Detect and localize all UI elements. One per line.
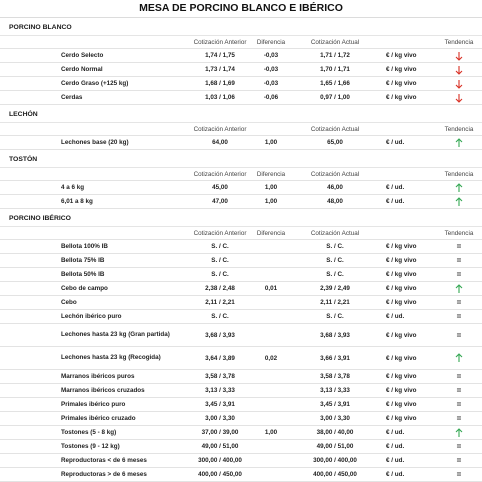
table-row [0, 398, 482, 412]
page-title: MESA DE PORCINO BLANCO E IBÉRICO [0, 0, 482, 18]
cotizacion-actual-value: 46,00 [292, 181, 378, 195]
equals-icon: = [456, 256, 462, 265]
cotizacion-actual-value: 1,70 / 1,71 [292, 63, 378, 77]
cotizacion-actual-value: 49,00 / 51,00 [292, 440, 378, 454]
product-name: Tostones (5 - 8 kg) [0, 426, 190, 440]
cotizacion-anterior-value: S. / C. [190, 254, 250, 268]
unit-value: € / kg vivo [378, 91, 436, 105]
cotizacion-anterior-value: 1,03 / 1,06 [190, 91, 250, 105]
cotizacion-actual-value: 400,00 / 450,00 [292, 468, 378, 482]
header-empty [250, 123, 292, 136]
table-row [0, 440, 482, 454]
table-row [0, 91, 482, 105]
unit-value: € / ud. [378, 310, 436, 324]
header-cotizacion-anterior: Cotización Anterior [190, 227, 250, 240]
trend-indicator [436, 310, 482, 324]
arrow-up-icon [454, 197, 464, 207]
arrow-up-icon [454, 284, 464, 294]
diferencia-value [250, 412, 292, 426]
cotizacion-anterior-value: 37,00 / 39,00 [190, 426, 250, 440]
product-name: Cerdo Normal [0, 63, 190, 77]
equals-icon: = [456, 312, 462, 321]
cotizacion-anterior-value: 3,64 / 3,89 [190, 347, 250, 370]
table-row [0, 370, 482, 384]
product-name: Lechones hasta 23 kg (Gran partida) [0, 324, 190, 347]
diferencia-value: -0,03 [250, 77, 292, 91]
cotizacion-anterior-value: 49,00 / 51,00 [190, 440, 250, 454]
cotizacion-anterior-value: 1,73 / 1,74 [190, 63, 250, 77]
diferencia-value: 1,00 [250, 426, 292, 440]
section-title-porcino-iberico: PORCINO IBÉRICO [0, 212, 482, 227]
equals-icon: = [456, 414, 462, 423]
arrow-down-icon [454, 79, 464, 89]
product-name: Cerdo Graso (+125 kg) [0, 77, 190, 91]
cotizacion-anterior-value: S. / C. [190, 310, 250, 324]
cotizacion-actual-value: 2,39 / 2,49 [292, 282, 378, 296]
cotizacion-actual-value: 1,71 / 1,72 [292, 49, 378, 63]
arrow-down-icon [454, 65, 464, 75]
table-row [0, 454, 482, 468]
table-row [0, 282, 482, 296]
header-cotizacion-actual: Cotización Actual [292, 227, 378, 240]
trend-indicator [436, 347, 482, 370]
product-name: 4 a 6 kg [0, 181, 190, 195]
header-empty [378, 36, 436, 49]
diferencia-value [250, 310, 292, 324]
cotizacion-anterior-value: 3,58 / 3,78 [190, 370, 250, 384]
table-header-row [0, 168, 482, 181]
product-name: Cerdas [0, 91, 190, 105]
table-row [0, 384, 482, 398]
trend-indicator [436, 426, 482, 440]
product-name: Primales ibérico cruzado [0, 412, 190, 426]
arrow-up-icon [454, 183, 464, 193]
cotizacion-actual-value: 3,66 / 3,91 [292, 347, 378, 370]
header-cotizacion-actual: Cotización Actual [292, 168, 378, 181]
cotizacion-anterior-value: 3,13 / 3,33 [190, 384, 250, 398]
unit-value: € / kg vivo [378, 384, 436, 398]
unit-value: € / kg vivo [378, 77, 436, 91]
table-row [0, 77, 482, 91]
table-row [0, 426, 482, 440]
header-empty [378, 227, 436, 240]
cotizacion-anterior-value: 47,00 [190, 195, 250, 209]
product-name: Reproductoras < de 6 meses [0, 454, 190, 468]
cotizacion-anterior-value: 400,00 / 450,00 [190, 468, 250, 482]
unit-value: € / kg vivo [378, 63, 436, 77]
header-tendencia: Tendencia [436, 168, 482, 181]
cotizacion-actual-value: 1,65 / 1,66 [292, 77, 378, 91]
equals-icon: = [456, 442, 462, 451]
unit-value: € / kg vivo [378, 347, 436, 370]
section-title-toston: TOSTÓN [0, 153, 482, 168]
header-empty [0, 123, 190, 136]
unit-value: € / kg vivo [378, 398, 436, 412]
header-cotizacion-anterior: Cotización Anterior [190, 168, 250, 181]
table-header-row [0, 227, 482, 240]
diferencia-value [250, 398, 292, 412]
header-diferencia: Diferencia [250, 36, 292, 49]
diferencia-value: -0,03 [250, 49, 292, 63]
diferencia-value [250, 324, 292, 347]
cotizacion-actual-value: 38,00 / 40,00 [292, 426, 378, 440]
section-table-porcino-blanco [0, 36, 482, 105]
trend-indicator [436, 282, 482, 296]
product-name: Reproductoras > de 6 meses [0, 468, 190, 482]
table-row [0, 63, 482, 77]
equals-icon: = [456, 330, 462, 340]
cotizacion-actual-value: S. / C. [292, 310, 378, 324]
equals-icon: = [456, 470, 462, 479]
header-cotizacion-anterior: Cotización Anterior [190, 123, 250, 136]
equals-icon: = [456, 270, 462, 279]
equals-icon: = [456, 456, 462, 465]
product-name: Bellota 75% IB [0, 254, 190, 268]
cotizacion-anterior-value: 1,68 / 1,69 [190, 77, 250, 91]
unit-value: € / ud. [378, 136, 436, 150]
unit-value: € / kg vivo [378, 296, 436, 310]
unit-value: € / kg vivo [378, 412, 436, 426]
cotizacion-actual-value: 65,00 [292, 136, 378, 150]
trend-indicator [436, 454, 482, 468]
cotizacion-actual-value: 2,11 / 2,21 [292, 296, 378, 310]
unit-value: € / kg vivo [378, 282, 436, 296]
unit-value: € / ud. [378, 454, 436, 468]
header-cotizacion-actual: Cotización Actual [292, 123, 378, 136]
trend-indicator [436, 181, 482, 195]
table-row [0, 195, 482, 209]
trend-indicator [436, 195, 482, 209]
table-row [0, 240, 482, 254]
product-name: Bellota 100% IB [0, 240, 190, 254]
diferencia-value: 1,00 [250, 195, 292, 209]
equals-icon: = [456, 242, 462, 251]
table-row [0, 268, 482, 282]
section-title-porcino-blanco: PORCINO BLANCO [0, 21, 482, 36]
table-row [0, 347, 482, 370]
trend-indicator [436, 268, 482, 282]
header-empty [0, 36, 190, 49]
trend-indicator [436, 412, 482, 426]
product-name: Cebo de campo [0, 282, 190, 296]
diferencia-value: -0,03 [250, 63, 292, 77]
diferencia-value [250, 240, 292, 254]
trend-indicator [436, 63, 482, 77]
unit-value: € / kg vivo [378, 268, 436, 282]
product-name: Lechones base (20 kg) [0, 136, 190, 150]
diferencia-value: 1,00 [250, 181, 292, 195]
trend-indicator [436, 254, 482, 268]
unit-value: € / ud. [378, 195, 436, 209]
cotizacion-anterior-value: 45,00 [190, 181, 250, 195]
trend-indicator [436, 240, 482, 254]
trend-indicator [436, 136, 482, 150]
cotizacion-anterior-value: 2,11 / 2,21 [190, 296, 250, 310]
cotizacion-anterior-value: S. / C. [190, 268, 250, 282]
trend-indicator [436, 384, 482, 398]
cotizacion-actual-value: 3,58 / 3,78 [292, 370, 378, 384]
cotizacion-anterior-value: 3,00 / 3,30 [190, 412, 250, 426]
unit-value: € / kg vivo [378, 370, 436, 384]
diferencia-value [250, 296, 292, 310]
cotizacion-actual-value: S. / C. [292, 240, 378, 254]
cotizacion-anterior-value: 64,00 [190, 136, 250, 150]
unit-value: € / ud. [378, 440, 436, 454]
cotizacion-anterior-value: 300,00 / 400,00 [190, 454, 250, 468]
equals-icon: = [456, 400, 462, 409]
section-table-lechon [0, 123, 482, 150]
arrow-up-icon [454, 353, 464, 363]
product-name: Marranos ibéricos puros [0, 370, 190, 384]
header-empty [0, 168, 190, 181]
cotizacion-anterior-value: 2,38 / 2,48 [190, 282, 250, 296]
diferencia-value: 0,01 [250, 282, 292, 296]
product-name: Tostones (9 - 12 kg) [0, 440, 190, 454]
section-table-porcino-iberico [0, 227, 482, 482]
unit-value: € / ud. [378, 426, 436, 440]
cotizacion-actual-value: S. / C. [292, 268, 378, 282]
header-tendencia: Tendencia [436, 227, 482, 240]
cotizacion-actual-value: 3,68 / 3,93 [292, 324, 378, 347]
header-empty [378, 123, 436, 136]
table-header-row [0, 36, 482, 49]
diferencia-value: -0,06 [250, 91, 292, 105]
table-row [0, 254, 482, 268]
table-row [0, 49, 482, 63]
diferencia-value [250, 370, 292, 384]
header-cotizacion-anterior: Cotización Anterior [190, 36, 250, 49]
header-tendencia: Tendencia [436, 36, 482, 49]
unit-value: € / ud. [378, 468, 436, 482]
unit-value: € / kg vivo [378, 240, 436, 254]
diferencia-value [250, 384, 292, 398]
diferencia-value [250, 440, 292, 454]
table-row [0, 136, 482, 150]
table-row [0, 324, 482, 347]
section-table-toston [0, 168, 482, 209]
cotizacion-anterior-value: S. / C. [190, 240, 250, 254]
table-row [0, 310, 482, 324]
trend-indicator [436, 440, 482, 454]
equals-icon: = [456, 298, 462, 307]
header-empty [378, 168, 436, 181]
product-name: Cebo [0, 296, 190, 310]
header-tendencia: Tendencia [436, 123, 482, 136]
cotizacion-anterior-value: 3,68 / 3,93 [190, 324, 250, 347]
cotizacion-actual-value: 3,13 / 3,33 [292, 384, 378, 398]
table-row [0, 296, 482, 310]
arrow-up-icon [454, 138, 464, 148]
trend-indicator [436, 91, 482, 105]
cotizacion-anterior-value: 3,45 / 3,91 [190, 398, 250, 412]
table-row [0, 412, 482, 426]
unit-value: € / ud. [378, 181, 436, 195]
header-cotizacion-actual: Cotización Actual [292, 36, 378, 49]
trend-indicator [436, 398, 482, 412]
product-name: Bellota 50% IB [0, 268, 190, 282]
arrow-up-icon [454, 428, 464, 438]
product-name: Primales ibérico puro [0, 398, 190, 412]
unit-value: € / kg vivo [378, 49, 436, 63]
section-title-lechon: LECHÓN [0, 108, 482, 123]
diferencia-value [250, 254, 292, 268]
product-name: Cerdo Selecto [0, 49, 190, 63]
cotizacion-actual-value: 48,00 [292, 195, 378, 209]
product-name: Lechón ibérico puro [0, 310, 190, 324]
product-name: 6,01 a 8 kg [0, 195, 190, 209]
cotizacion-actual-value: S. / C. [292, 254, 378, 268]
cotizacion-anterior-value: 1,74 / 1,75 [190, 49, 250, 63]
trend-indicator [436, 324, 482, 347]
diferencia-value [250, 268, 292, 282]
trend-indicator [436, 296, 482, 310]
diferencia-value [250, 454, 292, 468]
trend-indicator [436, 77, 482, 91]
cotizacion-actual-value: 300,00 / 400,00 [292, 454, 378, 468]
cotizacion-actual-value: 3,00 / 3,30 [292, 412, 378, 426]
diferencia-value: 1,00 [250, 136, 292, 150]
product-name: Marranos ibéricos cruzados [0, 384, 190, 398]
trend-indicator [436, 49, 482, 63]
arrow-down-icon [454, 93, 464, 103]
trend-indicator [436, 370, 482, 384]
sections-container [0, 21, 482, 482]
table-header-row [0, 123, 482, 136]
product-name: Lechones hasta 23 kg (Recogida) [0, 347, 190, 370]
diferencia-value: 0,02 [250, 347, 292, 370]
equals-icon: = [456, 386, 462, 395]
header-diferencia: Diferencia [250, 168, 292, 181]
arrow-down-icon [454, 51, 464, 61]
cotizacion-actual-value: 3,45 / 3,91 [292, 398, 378, 412]
table-row [0, 181, 482, 195]
header-diferencia: Diferencia [250, 227, 292, 240]
unit-value: € / kg vivo [378, 254, 436, 268]
cotizacion-actual-value: 0,97 / 1,00 [292, 91, 378, 105]
unit-value: € / kg vivo [378, 324, 436, 347]
equals-icon: = [456, 372, 462, 381]
header-empty [0, 227, 190, 240]
